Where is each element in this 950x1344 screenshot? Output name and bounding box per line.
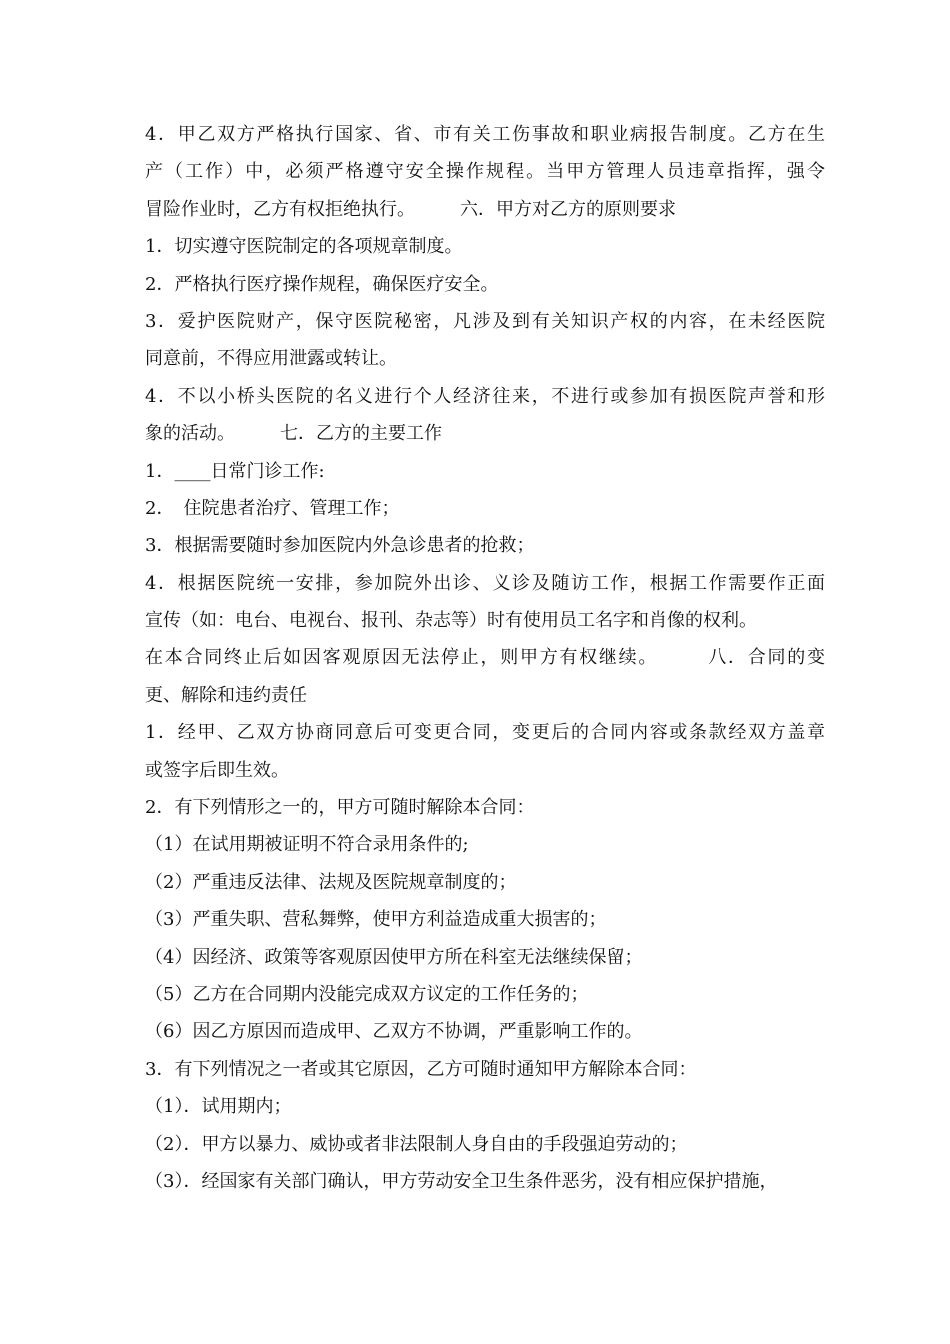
text-line: 4．甲乙双方严格执行国家、省、市有关工伤事故和职业病报告制度。乙方在生 bbox=[145, 124, 825, 145]
text-line: 或签字后即生效。 bbox=[145, 759, 289, 781]
text-line: （5）乙方在合同期内没能完成双方议定的工作任务的； bbox=[145, 983, 589, 1005]
text-line: 3．根据需要随时参加医院内外急诊患者的抢救； bbox=[145, 535, 535, 557]
text-line: 4．根据医院统一安排，参加院外出诊、义诊及随访工作，根据工作需要作正面 bbox=[145, 572, 825, 594]
text-line: 2．严格执行医疗操作规程，确保医疗安全。 bbox=[145, 273, 499, 295]
text-line: 同意前，不得应用泄露或转让。 bbox=[145, 348, 397, 370]
text-line: 4．不以小桥头医院的名义进行个人经济往来，不进行或参加有损医院声誉和形 bbox=[145, 385, 825, 407]
text-line: 更、解除和违约责任 bbox=[145, 684, 307, 706]
text-line: （4）因经济、政策等客观原因使甲方所在科室无法继续保留； bbox=[145, 946, 643, 968]
text-line: （1）．试用期内； bbox=[145, 1096, 292, 1118]
text-line: （2）严重违反法律、法规及医院规章制度的； bbox=[145, 871, 517, 893]
text-line: 3．有下列情况之一者或其它原因，乙方可随时通知甲方解除本合同： bbox=[145, 1058, 697, 1080]
document-body bbox=[145, 116, 825, 1200]
text-line: 3．爱护医院财产，保守医院秘密，凡涉及到有关知识产权的内容，在未经医院 bbox=[145, 310, 825, 332]
text-line: 2．有下列情形之一的，甲方可随时解除本合同： bbox=[145, 797, 535, 819]
text-line: 2． 住院患者治疗、管理工作； bbox=[145, 497, 400, 519]
text-line: 1．____日常门诊工作: bbox=[145, 460, 325, 482]
text-line: （6）因乙方原因而造成甲、乙双方不协调，严重影响工作的。 bbox=[145, 1021, 643, 1043]
text-line: （2）．甲方以暴力、威协或者非法限制人身自由的手段强迫劳动的； bbox=[145, 1133, 688, 1155]
text-line: 宣传（如：电台、电视台、报刊、杂志等）时有使用员工名字和肖像的权利。 bbox=[145, 610, 757, 632]
text-line: 产（工作）中，必须严格遵守安全操作规程。当甲方管理人员违章指挥，强令 bbox=[145, 161, 825, 183]
text-line: （1）在试用期被证明不符合录用条件的; bbox=[145, 834, 469, 856]
text-line: 1．经甲、乙双方协商同意后可变更合同，变更后的合同内容或条款经双方盖章 bbox=[145, 722, 825, 744]
text-line: 1．切实遵守医院制定的各项规章制度。 bbox=[145, 236, 463, 258]
text-line: 在本合同终止后如因客观原因无法停止，则甲方有权继续。 八．合同的变 bbox=[145, 647, 825, 669]
text-line: （3）．经国家有关部门确认，甲方劳动安全卫生条件恶劣，没有相应保护措施， bbox=[145, 1170, 778, 1192]
text-line: 冒险作业时，乙方有权拒绝执行。 六．甲方对乙方的原则要求 bbox=[145, 198, 676, 220]
text-line: 象的活动。 七．乙方的主要工作 bbox=[145, 423, 442, 445]
text-line: （3）严重失职、营私舞弊，使甲方利益造成重大损害的； bbox=[145, 909, 607, 931]
